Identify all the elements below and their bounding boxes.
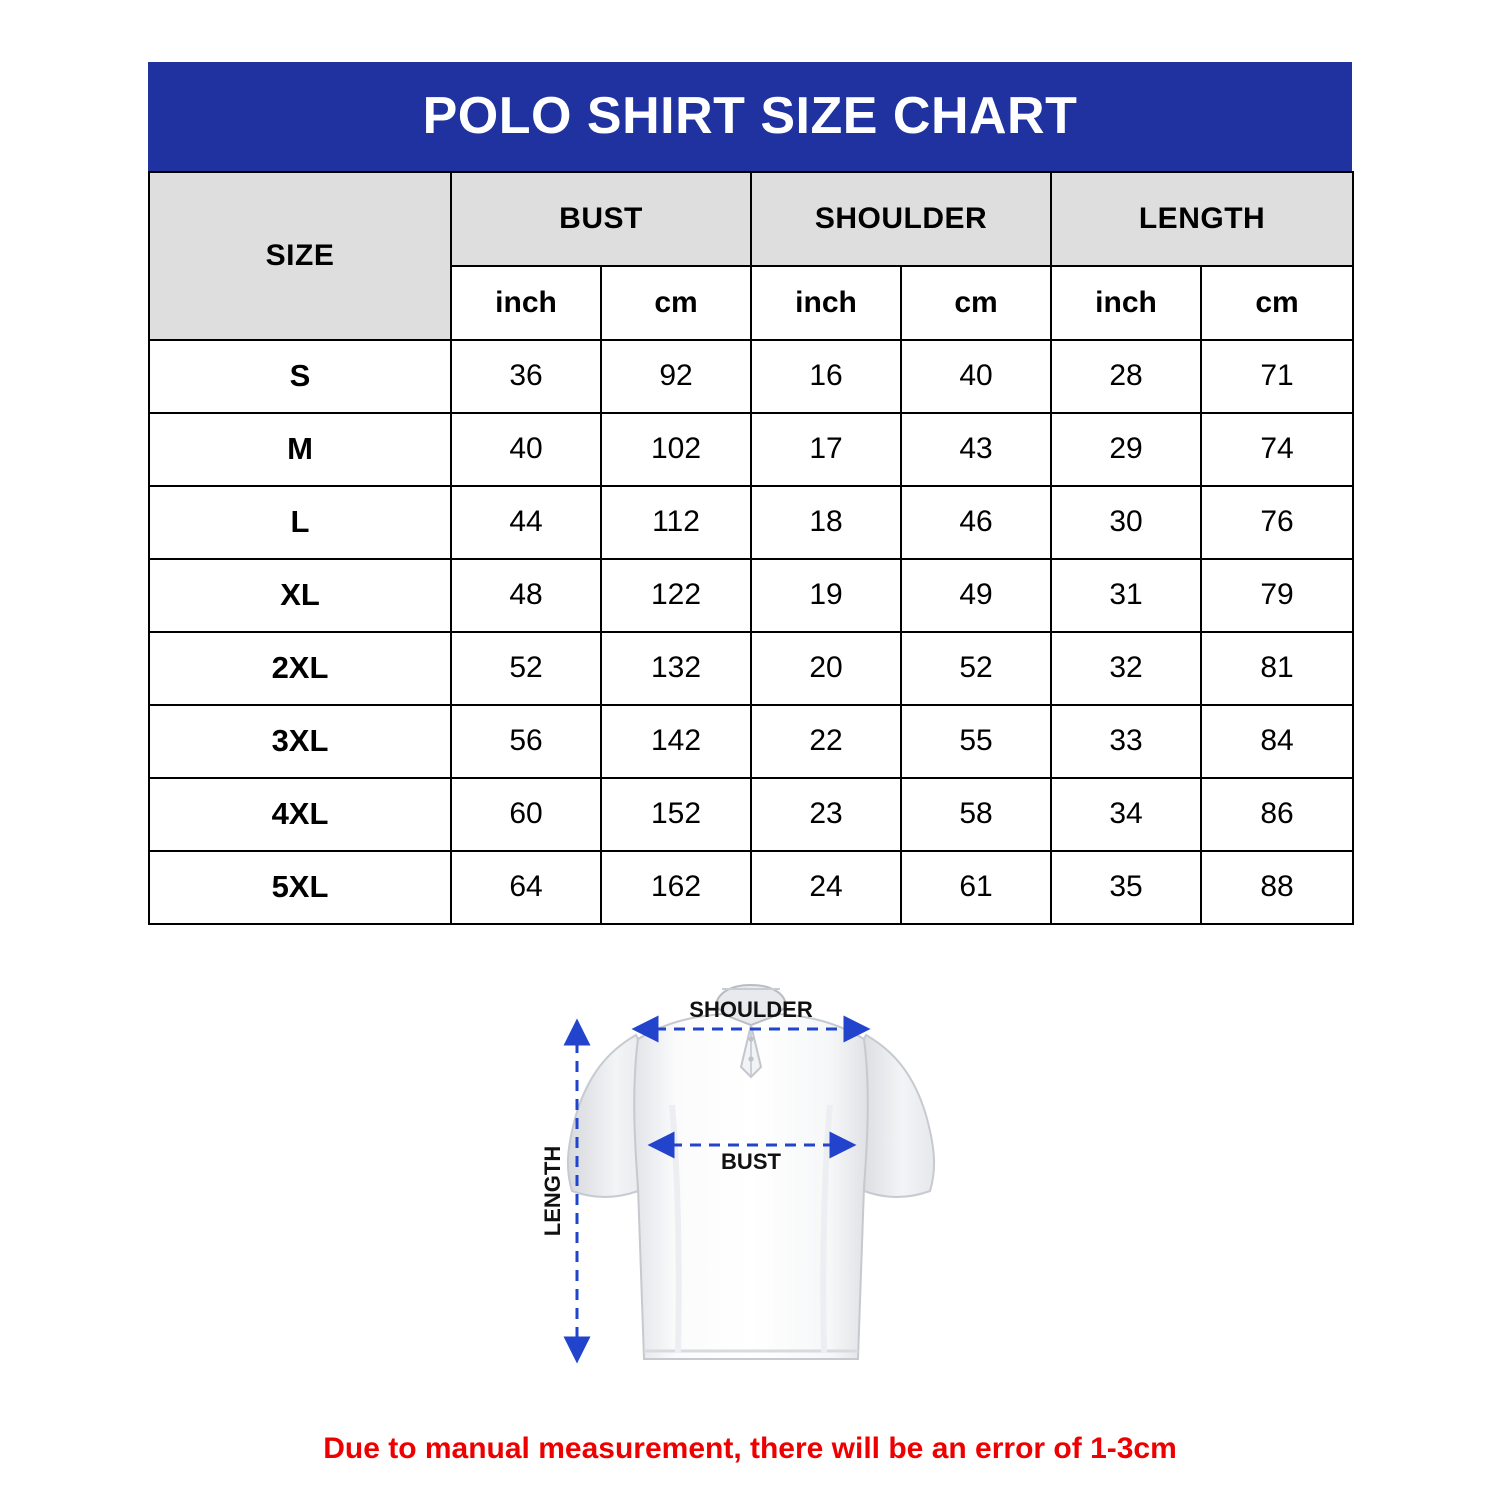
cell-shoulder-inch: 22 (751, 705, 901, 778)
cell-shoulder-cm: 49 (901, 559, 1051, 632)
col-header-length: LENGTH (1051, 172, 1353, 266)
cell-shoulder-cm: 40 (901, 340, 1051, 413)
cell-length-inch: 28 (1051, 340, 1201, 413)
unit-length-inch: inch (1051, 266, 1201, 340)
table-row (149, 778, 1353, 851)
cell-length-cm: 74 (1201, 413, 1353, 486)
unit-shoulder-cm: cm (901, 266, 1051, 340)
cell-bust-inch: 52 (451, 632, 601, 705)
cell-shoulder-cm: 55 (901, 705, 1051, 778)
cell-length-inch: 30 (1051, 486, 1201, 559)
cell-length-inch: 34 (1051, 778, 1201, 851)
cell-bust-inch: 60 (451, 778, 601, 851)
shoulder-label: SHOULDER (689, 997, 813, 1022)
table-row (149, 486, 1353, 559)
cell-bust-cm: 122 (601, 559, 751, 632)
measurement-diagram (0, 955, 1500, 1385)
size-chart-block (148, 62, 1352, 925)
cell-shoulder-inch: 23 (751, 778, 901, 851)
cell-length-cm: 81 (1201, 632, 1353, 705)
cell-length-cm: 86 (1201, 778, 1353, 851)
cell-size: XL (149, 559, 451, 632)
cell-bust-cm: 152 (601, 778, 751, 851)
cell-shoulder-inch: 18 (751, 486, 901, 559)
size-table (148, 171, 1354, 925)
cell-shoulder-cm: 52 (901, 632, 1051, 705)
cell-size: 2XL (149, 632, 451, 705)
polo-shirt-illustration (0, 955, 1500, 1385)
cell-length-cm: 76 (1201, 486, 1353, 559)
cell-size: L (149, 486, 451, 559)
cell-bust-inch: 48 (451, 559, 601, 632)
cell-size: 4XL (149, 778, 451, 851)
col-header-size: SIZE (149, 172, 451, 340)
cell-bust-inch: 64 (451, 851, 601, 924)
unit-shoulder-inch: inch (751, 266, 901, 340)
cell-length-cm: 79 (1201, 559, 1353, 632)
page-title: POLO SHIRT SIZE CHART (148, 62, 1352, 171)
unit-bust-cm: cm (601, 266, 751, 340)
length-label: LENGTH (540, 1145, 565, 1237)
cell-shoulder-inch: 20 (751, 632, 901, 705)
cell-shoulder-inch: 24 (751, 851, 901, 924)
unit-bust-inch: inch (451, 266, 601, 340)
cell-shoulder-cm: 43 (901, 413, 1051, 486)
cell-bust-inch: 56 (451, 705, 601, 778)
table-row (149, 705, 1353, 778)
cell-size: S (149, 340, 451, 413)
cell-length-inch: 31 (1051, 559, 1201, 632)
unit-length-cm: cm (1201, 266, 1353, 340)
cell-length-cm: 84 (1201, 705, 1353, 778)
cell-bust-cm: 92 (601, 340, 751, 413)
cell-bust-cm: 112 (601, 486, 751, 559)
cell-bust-cm: 162 (601, 851, 751, 924)
cell-shoulder-inch: 17 (751, 413, 901, 486)
table-row (149, 632, 1353, 705)
cell-length-inch: 35 (1051, 851, 1201, 924)
table-row (149, 559, 1353, 632)
table-group-header-row (149, 172, 1353, 266)
table-row (149, 851, 1353, 924)
cell-shoulder-cm: 61 (901, 851, 1051, 924)
cell-bust-cm: 102 (601, 413, 751, 486)
cell-length-inch: 33 (1051, 705, 1201, 778)
cell-bust-inch: 40 (451, 413, 601, 486)
cell-length-cm: 71 (1201, 340, 1353, 413)
cell-bust-inch: 44 (451, 486, 601, 559)
cell-shoulder-inch: 16 (751, 340, 901, 413)
cell-size: M (149, 413, 451, 486)
cell-bust-inch: 36 (451, 340, 601, 413)
cell-shoulder-inch: 19 (751, 559, 901, 632)
cell-shoulder-cm: 58 (901, 778, 1051, 851)
cell-length-inch: 32 (1051, 632, 1201, 705)
cell-bust-cm: 142 (601, 705, 751, 778)
col-header-shoulder: SHOULDER (751, 172, 1051, 266)
table-row (149, 413, 1353, 486)
table-row (149, 340, 1353, 413)
measurement-note: Due to manual measurement, there will be an error of 1-3cm (323, 1432, 1177, 1465)
col-header-bust: BUST (451, 172, 751, 266)
cell-bust-cm: 132 (601, 632, 751, 705)
cell-shoulder-cm: 46 (901, 486, 1051, 559)
cell-length-cm: 88 (1201, 851, 1353, 924)
cell-length-inch: 29 (1051, 413, 1201, 486)
bust-label: BUST (721, 1149, 781, 1174)
cell-size: 3XL (149, 705, 451, 778)
cell-size: 5XL (149, 851, 451, 924)
